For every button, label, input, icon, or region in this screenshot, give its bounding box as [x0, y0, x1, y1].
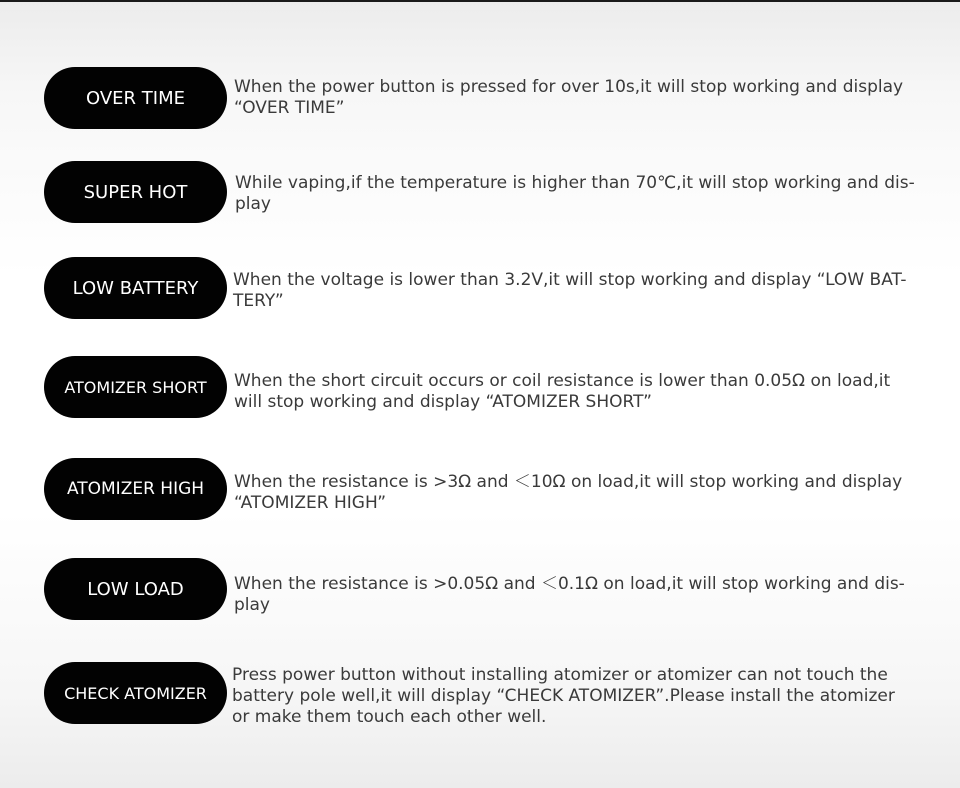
status-row-atomizer-high [44, 458, 924, 522]
status-row-check-atomizer [44, 662, 924, 726]
status-label-pill [44, 67, 227, 129]
status-row-low-battery [44, 257, 924, 321]
status-row-over-time [44, 67, 924, 131]
status-label: SUPER HOT [83, 181, 188, 203]
status-description: When the resistance is >3Ω and ＜10Ω on load,it will stop working and display “ATOMIZER HIGH” [234, 472, 903, 513]
status-description: When the voltage is lower than 3.2V,it will stop working and display “LOW BAT- TERY” [233, 270, 907, 311]
status-row-low-load [44, 558, 924, 622]
status-label-pill [44, 257, 227, 319]
top-divider [0, 0, 960, 2]
status-label-pill [44, 161, 227, 223]
status-row-super-hot [44, 161, 924, 225]
status-row-atomizer-short [44, 356, 924, 420]
status-description: When the short circuit occurs or coil resistance is lower than 0.05Ω on load,it will stop working and display “ATOMIZER SHORT” [234, 371, 891, 412]
status-label: CHECK ATOMIZER [64, 683, 207, 703]
status-description: When the resistance is >0.05Ω and ＜0.1Ω on load,it will stop working and dis- play [234, 574, 905, 615]
status-description: While vaping,if the temperature is higher than 70℃,it will stop working and dis- play [235, 173, 915, 214]
status-description: Press power button without installing atomizer or atomizer can not touch the battery pole well,it will display “CHECK ATOMIZER”.Please install the atomizer or make them touch each other well. [232, 665, 895, 727]
status-label: ATOMIZER SHORT [64, 377, 207, 397]
status-label: ATOMIZER HIGH [66, 479, 205, 499]
status-label: LOW LOAD [87, 578, 184, 600]
status-label: OVER TIME [86, 87, 185, 109]
status-label-pill [44, 662, 227, 724]
status-label: LOW BATTERY [72, 277, 199, 299]
status-label-pill [44, 558, 227, 620]
status-label-pill [44, 458, 227, 520]
status-description: When the power button is pressed for over 10s,it will stop working and display “OVER TIME” [234, 77, 904, 118]
status-label-pill [44, 356, 227, 418]
